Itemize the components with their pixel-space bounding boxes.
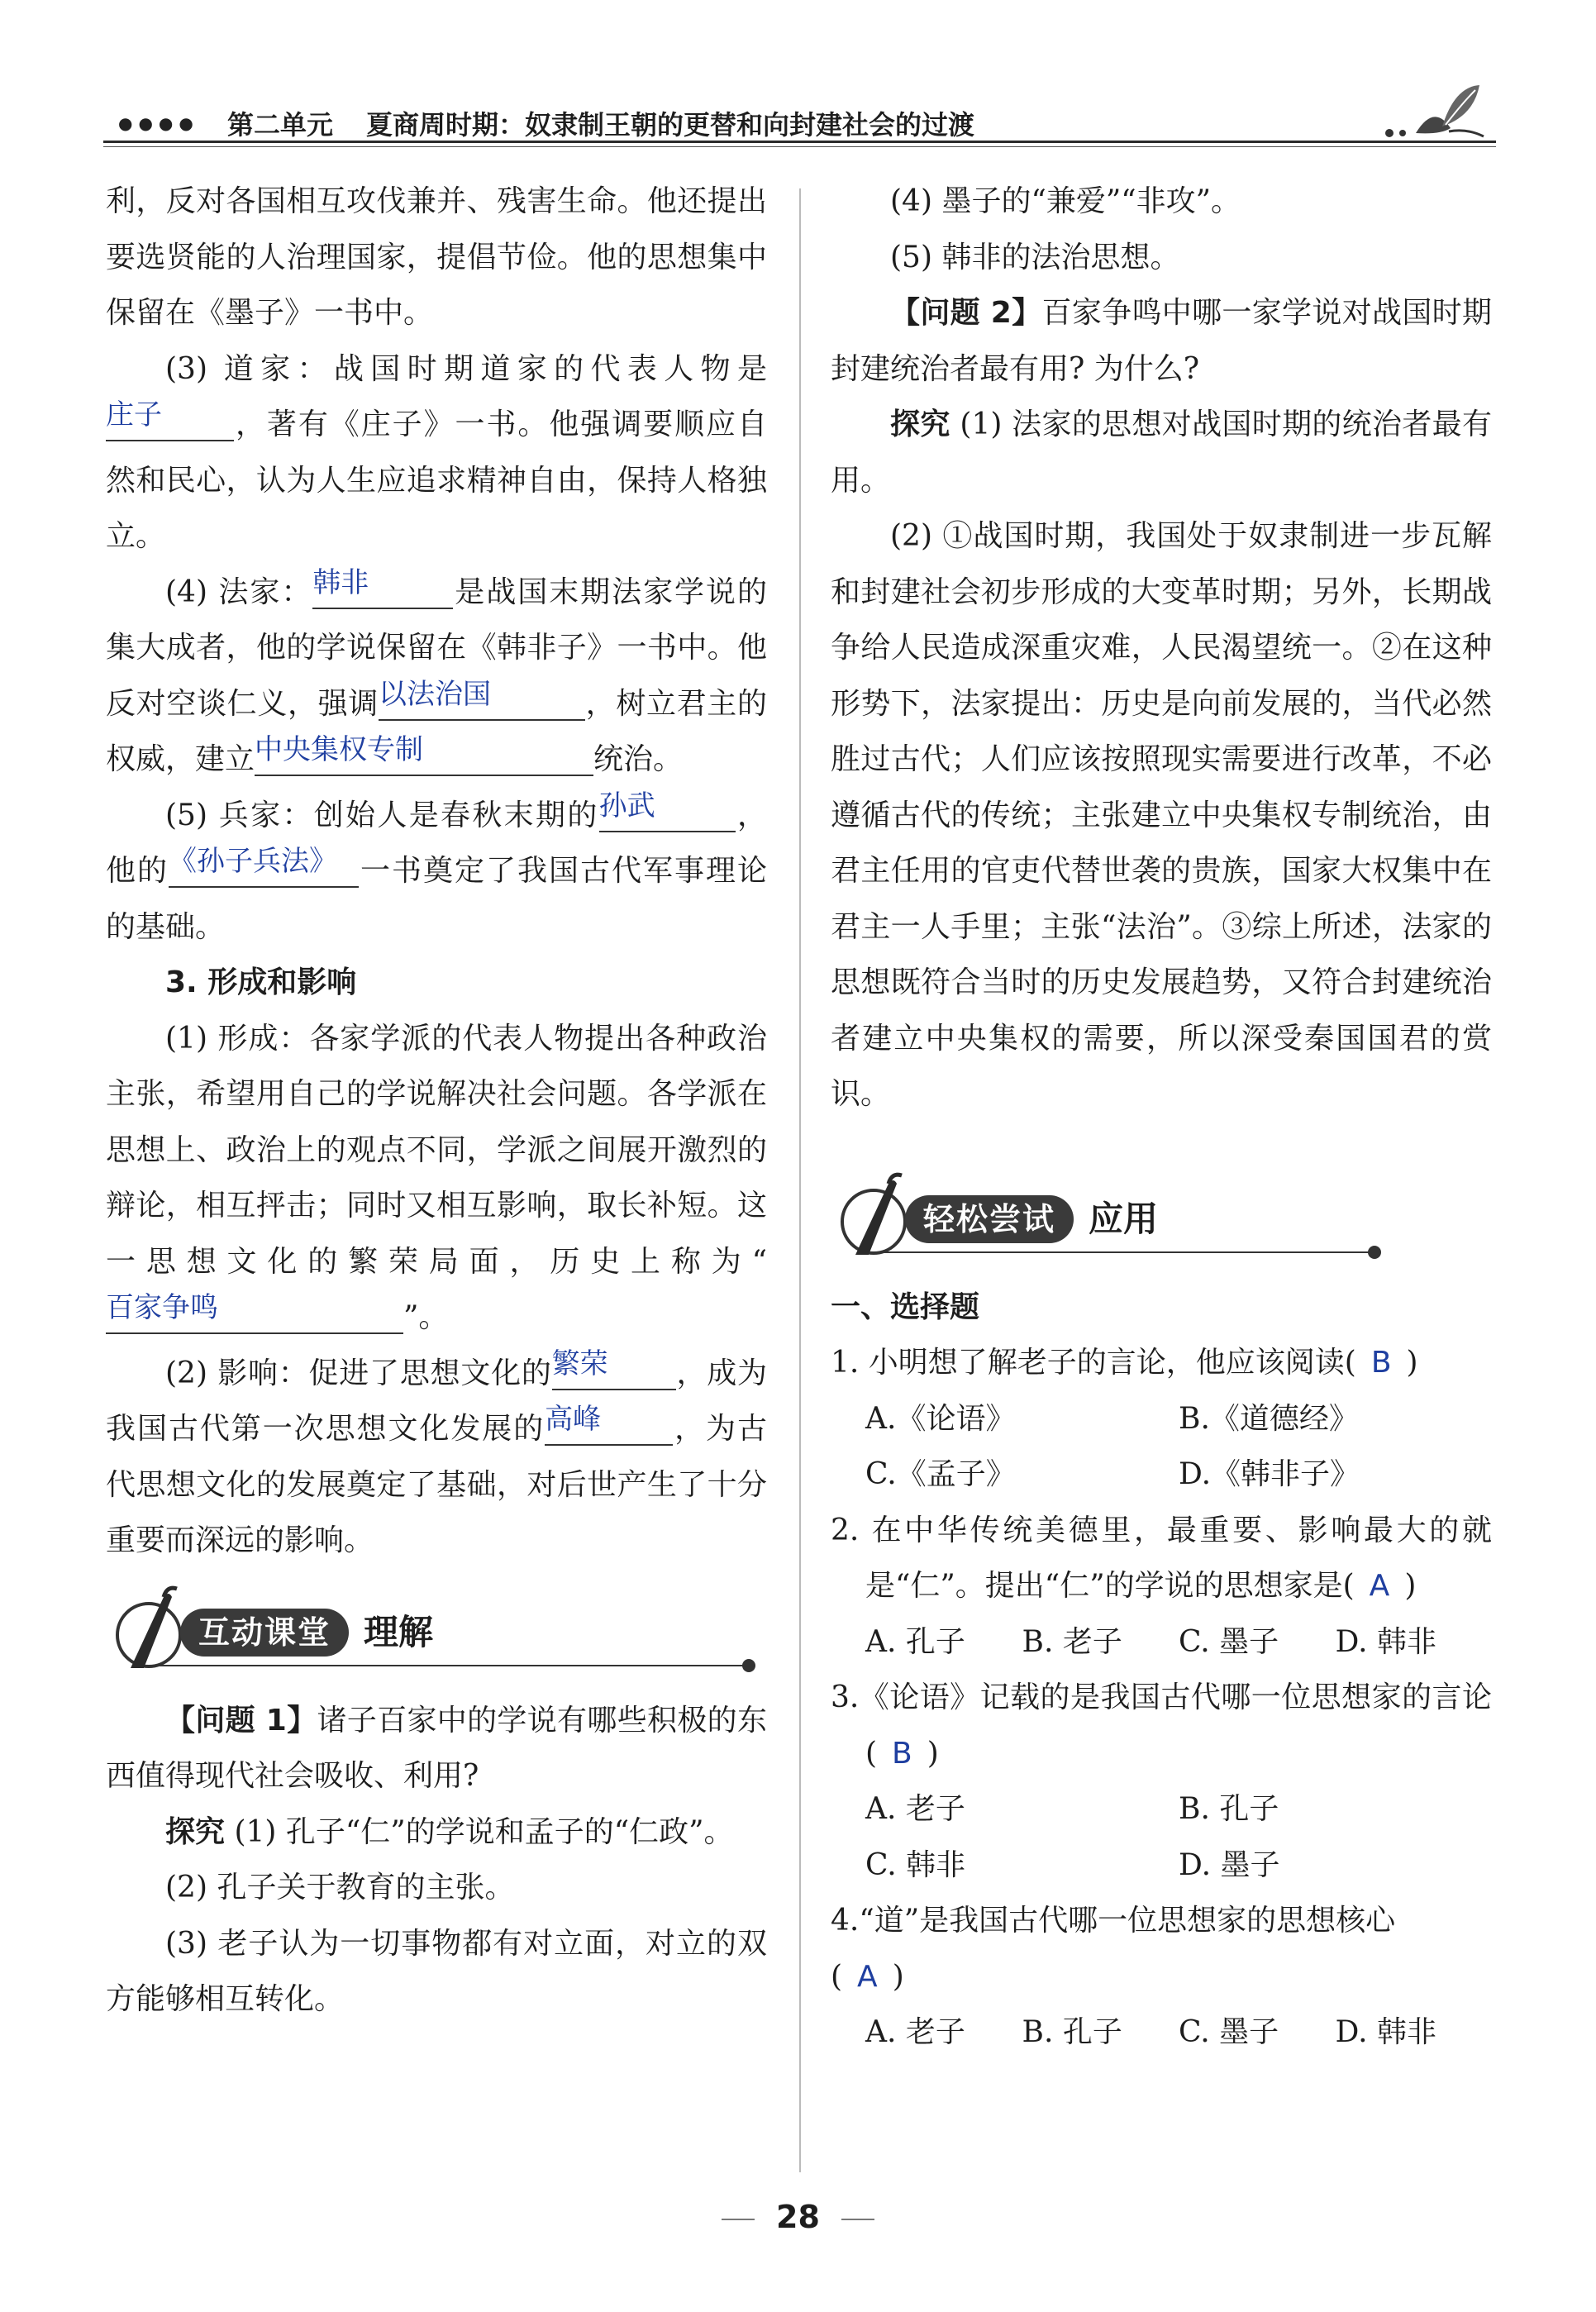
section-3-heading: 3. 形成和影响 [165, 965, 357, 999]
influence-blank-2 [545, 1403, 673, 1446]
header-rule [103, 141, 1496, 143]
choice-answer-4: A [857, 1959, 878, 1994]
left-column [106, 174, 767, 2028]
choice-options-3b: C. 韩非 D. 墨子 [865, 1847, 1280, 1882]
banner-dot [1368, 1246, 1381, 1259]
choice-options-1b: C.《孟子》 D.《韩非子》 [865, 1457, 1360, 1491]
choice-answer-1: B [1370, 1346, 1392, 1380]
choice-options-1: A.《论语》 B.《道德经》 [865, 1401, 1359, 1436]
choice-options-4: A. 老子 B. 孔子 C. 墨子 D. 韩非 [865, 2015, 1436, 2049]
banner-dot [742, 1659, 755, 1672]
fajia-answer-2: 以法治国 [378, 677, 491, 711]
influence-paragraph: (2) 影响：促进了思想文化的繁荣 ，成为我国古代第一次思想文化发展的高峰 ，为古代思想文化的发展奠定了基础，对后世产生了十分重要而深远的影响。 [106, 1347, 767, 1557]
question-2-explore-1: 探究 (1) 法家的思想对战国时期的统治者最有用。 [831, 408, 1492, 498]
question-1-explore-4: (4) 墨子的“兼爱”“非攻”。 [890, 184, 1241, 218]
choice-question-3: 3.《论语》记载的是我国古代哪一位思想家的言论( B ) [831, 1680, 1492, 1771]
header-title: 夏商周时期：奴隶制王朝的更替和向封建社会的过渡 [366, 109, 975, 141]
formation-paragraph: (1) 形成：各家学派的代表人物提出各种政治主张，希望用自己的学说解决社会问题。各学派在思想上、政治上的观点不同，学派之间展开激烈的辩论，相互抨击；同时又相互影响，取长补短。这一思想文化的繁荣局面，历史上称为“百家争鸣 ”。 [106, 1021, 767, 1334]
header-dots: ●●●● [118, 113, 199, 133]
formation-answer: 百家争鸣 [106, 1291, 218, 1324]
banner-line [155, 1665, 750, 1666]
question-1-explore-1: 探究 (1) 孔子“仁”的学说和孟子的“仁政”。 [165, 1814, 734, 1849]
choice-options-2: A. 孔子 B. 老子 C. 墨子 D. 韩非 [865, 1624, 1436, 1659]
column-divider [799, 188, 801, 2172]
choice-answer-2: A [1369, 1569, 1390, 1603]
influence-answer-2: 高峰 [545, 1403, 602, 1436]
page-number: 28 [0, 2199, 1596, 2235]
choice-section-heading: 一、选择题 [831, 1289, 980, 1324]
bingjia-blank-1 [598, 789, 736, 832]
header-rule-thin [103, 146, 1496, 147]
question-2-explore-2: (2) ①战国时期，我国处于奴隶制进一步瓦解和封建社会初步形成的大变革时期；另外，长期战争给人民造成深重灾难，人民渴望统一。②在这种形势下，法家提出：历史是向前发展的，当代必然胜过古代；人们应该按照现实需要进行改革，不必遵循古代的传统；主张建立中央集权专制统治，由君主任用的官吏代替世袭的贵族，国家大权集中在君主一人手里；主张“法治”。③综上所述，法家的思想既符合当时的历史发展趋势，又符合封建统治者建立中央集权的需要，所以深受秦国国君的赏识。 [831, 519, 1492, 1111]
daojia-answer: 庄子 [106, 398, 162, 431]
question-1-explore-2: (2) 孔子关于教育的主张。 [165, 1871, 515, 1904]
choice-question-4: 4.“道”是我国古代哪一位思想家的思想核心 [831, 1904, 1396, 1938]
question-2: 【问题 2】百家争鸣中哪一家学说对战国时期封建统治者最有用? 为什么? [831, 296, 1492, 386]
choice-question-1: 1. 小明想了解老子的言论，他应该阅读( B ) [831, 1346, 1418, 1380]
explore-label: 探究 [165, 1814, 226, 1849]
daojia-paragraph: (3) 道家：战国时期道家的代表人物是庄子 ，著有《庄子》一书。他强调要顺应自然和民心，认为人生应追求精神自由，保持人格独立。 [106, 351, 767, 553]
formation-blank [106, 1291, 403, 1334]
daojia-blank [106, 398, 234, 441]
banner-pill-interactive: 互动课堂 [180, 1609, 349, 1657]
banner-line [880, 1251, 1376, 1253]
banner-pill-practice: 轻松尝试 [905, 1195, 1074, 1243]
bingjia-paragraph: (5) 兵家：创始人是春秋末期的孙武 ，他的《孙子兵法》 一书奠定了我国古代军事理论的基础。 [106, 789, 767, 944]
section-banner-practice [831, 1172, 1492, 1263]
influence-blank-1 [551, 1347, 676, 1390]
fajia-paragraph: (4) 法家：韩非 是战国末期法家学说的集大成者，他的学说保留在《韩非子》一书中。他反对空谈仁义，强调以法治国 ，树立君主的权威，建立中央集权专制 统治。 [106, 565, 767, 776]
question-1-label: 【问题 1】 [165, 1703, 317, 1738]
question-1-explore-3: (3) 老子认为一切事物都有对立面，对立的双方能够相互转化。 [106, 1926, 767, 2016]
influence-answer-1: 繁荣 [551, 1347, 608, 1380]
bingjia-answer-2: 《孙子兵法》 [169, 845, 337, 878]
question-1-explore-5: (5) 韩非的法治思想。 [890, 240, 1180, 274]
fajia-blank-1 [312, 565, 453, 609]
banner-title-apply: 应用 [1089, 1198, 1159, 1239]
choice-question-2: 2. 在中华传统美德里，最重要、影响最大的就是“仁”。提出“仁”的学说的思想家是( A ) [831, 1513, 1492, 1603]
bingjia-blank-2 [169, 845, 359, 888]
fajia-blank-2 [378, 677, 585, 721]
leaf-decoration-icon [1376, 79, 1492, 145]
section-banner-interactive [106, 1585, 767, 1676]
mojia-paragraph-end: 利，反对各国相互攻伐兼并、残害生命。他还提出要选贤能的人治理国家，提倡节俭。他的思想集中保留在《墨子》一书中。 [106, 184, 767, 330]
question-2-label: 【问题 2】 [890, 296, 1042, 330]
choice-answer-3: B [892, 1736, 912, 1771]
question-1: 【问题 1】诸子百家中的学说有哪些积极的东西值得现代社会吸收、利用? [106, 1703, 767, 1793]
banner-title-understand: 理解 [364, 1611, 434, 1652]
fajia-answer-3: 中央集权专制 [255, 733, 424, 766]
choice-question-4-paren: ( A ) [831, 1959, 904, 1994]
header-unit: 第二单元 [227, 109, 334, 141]
choice-options-3: A. 老子 B. 孔子 [865, 1792, 1279, 1826]
explore-label: 探究 [890, 408, 950, 441]
right-column [831, 174, 1492, 2061]
fajia-answer-1: 韩非 [312, 565, 369, 599]
bingjia-answer-1: 孙武 [598, 789, 655, 822]
fajia-blank-3 [255, 733, 593, 776]
running-header [103, 93, 1496, 150]
